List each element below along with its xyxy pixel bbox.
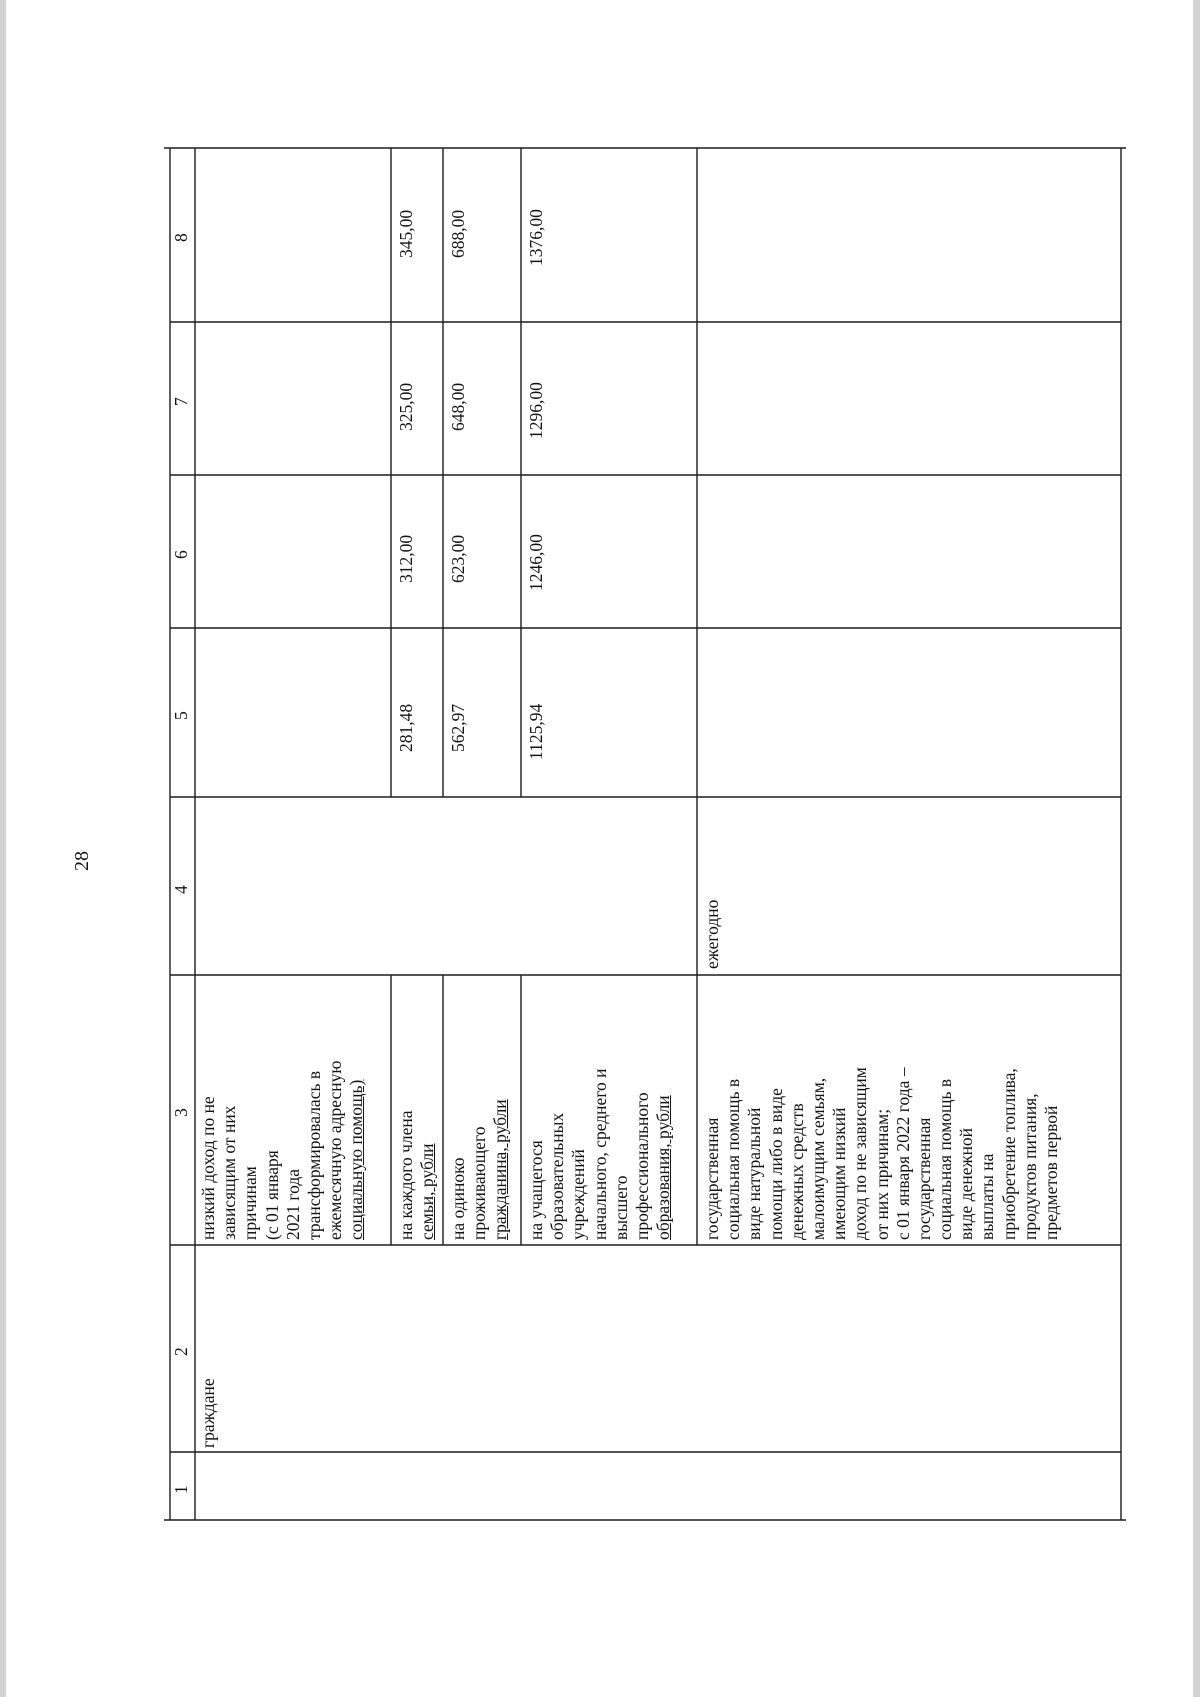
periodicity-annual: ежегодно <box>702 899 722 969</box>
value-single-col6: 623,00 <box>448 534 468 583</box>
value-member-col7: 325,00 <box>396 382 416 431</box>
value-student-col7: 1296,00 <box>526 382 546 439</box>
page-number: 28 <box>71 851 93 871</box>
header-col-1: 1 <box>171 1485 191 1494</box>
row-label-family-member: на каждого члена семьи, рубли <box>396 1110 438 1240</box>
header-col-5: 5 <box>171 711 191 720</box>
header-col-3: 3 <box>171 1108 191 1117</box>
value-single-col8: 688,00 <box>448 209 468 258</box>
value-student-col6: 1246,00 <box>526 534 546 591</box>
row-label-single-citizen: на одиноко проживающего гражданина, рубли <box>448 1099 511 1240</box>
table-grid <box>6 0 1193 1697</box>
header-col-6: 6 <box>171 550 191 559</box>
header-col-4: 4 <box>171 885 191 894</box>
state-aid-description: государственная социальная помощь в виде натуральной помощи либо в виде денежных средств малоимущим семьям, имеющим низкий доход по не зависящим от них причинам; с 01 января 2022 года – государственная социальная помощь в виде денежной выплаты на приобретение топлива, продуктов питания, предметов первой <box>702 1067 1061 1240</box>
benefit-description-intro: низкий доход по не зависящим от них причинам (с 01 января 2021 года трансформировалась в ежемесячную адресную социальную помощь) <box>198 1060 367 1240</box>
document-page <box>6 0 1193 1697</box>
value-student-col5: 1125,94 <box>526 703 546 760</box>
row-label-student: на учащегося образовательных учреждений начального, среднего и высшего профессионального образования, рубли <box>526 1068 674 1240</box>
value-single-col5: 562,97 <box>448 703 468 752</box>
header-col-2: 2 <box>171 1347 191 1356</box>
value-single-col7: 648,00 <box>448 382 468 431</box>
value-member-col8: 345,00 <box>396 209 416 258</box>
value-member-col5: 281,48 <box>396 703 416 752</box>
value-student-col8: 1376,00 <box>526 209 546 266</box>
header-col-7: 7 <box>171 397 191 406</box>
recipient-category: граждане <box>198 1378 218 1448</box>
value-member-col6: 312,00 <box>396 534 416 583</box>
header-col-8: 8 <box>171 233 191 242</box>
